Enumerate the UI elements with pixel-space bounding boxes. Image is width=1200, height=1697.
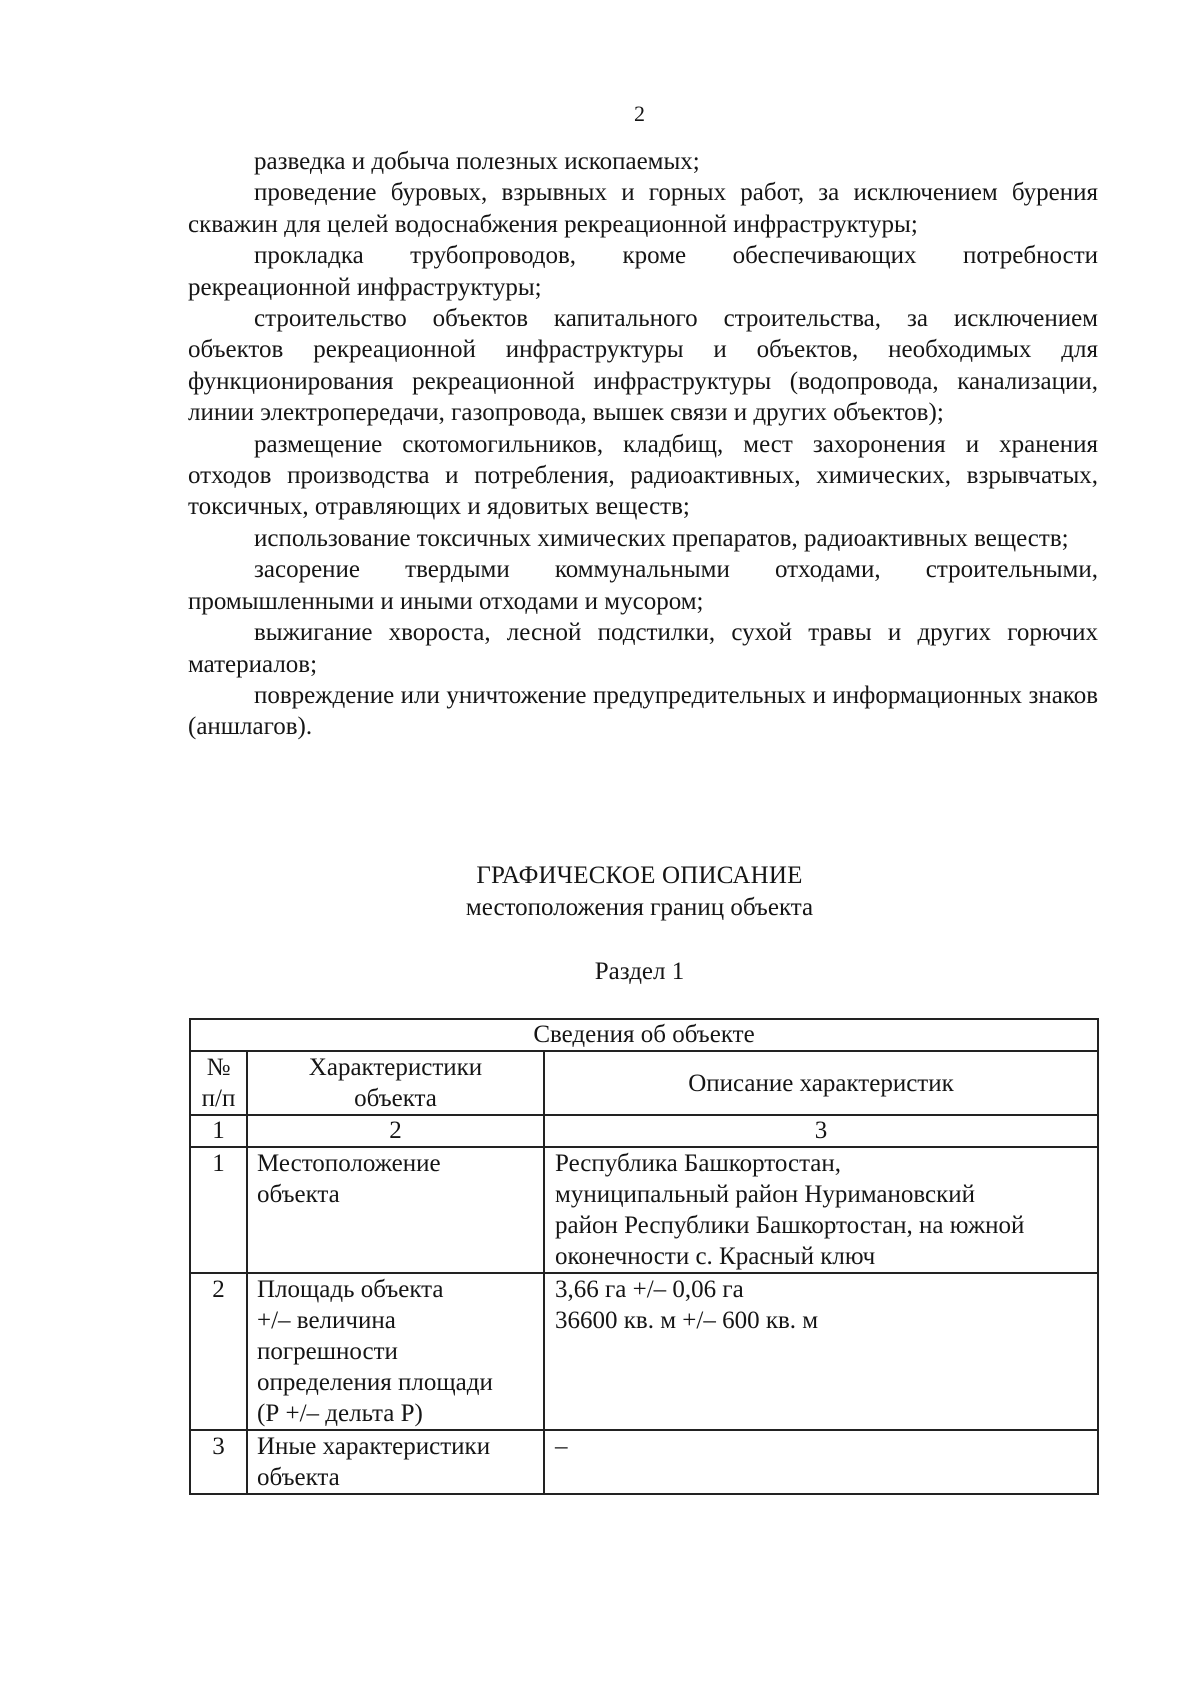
header-name: [247, 1051, 544, 1115]
table-header-row: [190, 1051, 1098, 1115]
header-num: [190, 1051, 247, 1115]
row-name-line: погрешности: [257, 1338, 398, 1365]
row-name-line: Местоположение: [257, 1150, 441, 1177]
row-description: [544, 1147, 1098, 1273]
row-name: [247, 1273, 544, 1430]
row-name-line: (Р +/– дельта Р): [257, 1400, 423, 1427]
row-desc-line: Республика Башкортостан,: [555, 1150, 842, 1177]
row-number: 2: [190, 1273, 247, 1430]
table-row: [190, 1147, 1098, 1273]
table-row: [190, 1273, 1098, 1430]
row-desc-line: 36600 кв. м +/– 600 кв. м: [555, 1307, 819, 1334]
header-name-line: объекта: [354, 1085, 437, 1112]
object-info-table: [189, 1018, 1099, 1495]
row-name-line: определения площади: [257, 1369, 493, 1396]
row-desc-line: район Республики Башкортостан, на южной: [555, 1212, 1025, 1239]
column-number: 3: [544, 1115, 1098, 1147]
restrictions-list: [188, 146, 1098, 743]
restriction-paragraph: прокладка трубопроводов, кроме обеспечивающих потребности рекреационной инфраструктуры;: [188, 242, 1098, 301]
row-desc-line: –: [555, 1433, 568, 1460]
restriction-paragraph: повреждение или уничтожение предупредительных и информационных знаков (аншлагов).: [188, 681, 1098, 741]
section-subtitle: местоположения границ объекта: [465, 894, 814, 921]
row-description: [544, 1273, 1098, 1430]
row-name: [247, 1430, 544, 1494]
header-name-line: Характеристики: [308, 1054, 483, 1081]
column-number: 2: [247, 1115, 544, 1147]
restriction-paragraph: строительство объектов капитального строительства, за исключением объектов рекреационной инфраструктуры и объектов, необходимых для функционирования рекреационной инфраструктуры (водопровода, канализации, линии электропередачи, газопровода, вышек связи и других объектов);: [188, 305, 1098, 427]
row-name-line: объекта: [257, 1464, 340, 1491]
row-desc-line: муниципальный район Нуримановский: [555, 1181, 976, 1208]
restriction-paragraph: выжигание хвороста, лесной подстилки, сухой травы и других горючих материалов;: [188, 619, 1098, 678]
column-number: 1: [190, 1115, 247, 1147]
restriction-paragraph: проведение буровых, взрывных и горных работ, за исключением бурения скважин для целей водоснабжения рекреационной инфраструктуры;: [188, 179, 1098, 238]
section-number: Раздел 1: [594, 958, 685, 985]
section-title: ГРАФИЧЕСКОЕ ОПИСАНИЕ: [476, 862, 803, 889]
restriction-paragraph: засорение твердыми коммунальными отходами, строительными, промышленными и иными отходами и мусором;: [188, 556, 1098, 615]
row-desc-line: оконечности с. Красный ключ: [555, 1243, 876, 1270]
restriction-paragraph: использование токсичных химических препаратов, радиоактивных веществ;: [254, 524, 1069, 552]
restriction-paragraph: разведка и добыча полезных ископаемых;: [254, 148, 700, 175]
header-desc: Описание характеристик: [544, 1051, 1098, 1115]
column-number-row: [190, 1115, 1098, 1147]
table-row: [190, 1430, 1098, 1494]
header-num-line: п/п: [201, 1085, 236, 1112]
row-name-line: Площадь объекта: [257, 1276, 444, 1303]
row-description: [544, 1430, 1098, 1494]
row-number: 3: [190, 1430, 247, 1494]
header-num-line: №: [206, 1054, 231, 1081]
row-name: [247, 1147, 544, 1273]
row-desc-line: 3,66 га +/– 0,06 га: [555, 1276, 744, 1303]
restriction-paragraph: размещение скотомогильников, кладбищ, мест захоронения и хранения отходов производства и потребления, радиоактивных, химических, взрывчатых, токсичных, отравляющих и ядовитых веществ;: [188, 430, 1098, 521]
table-caption: Сведения об объекте: [190, 1019, 1098, 1051]
row-name-line: +/– величина: [257, 1307, 396, 1334]
row-name-line: объекта: [257, 1181, 340, 1208]
page-number: 2: [634, 101, 645, 126]
row-name-line: Иные характеристики: [257, 1433, 491, 1460]
row-number: 1: [190, 1147, 247, 1273]
